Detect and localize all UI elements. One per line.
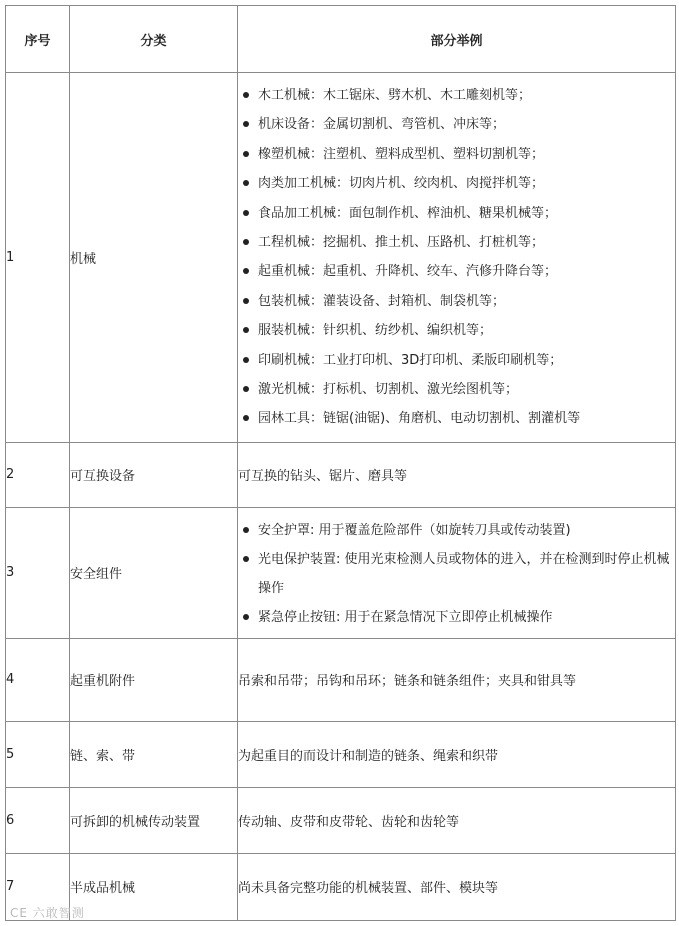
list-item: 橡塑机械：注塑机、塑料成型机、塑料切割机等； [238, 140, 675, 169]
header-examples: 部分举例 [238, 6, 676, 73]
row-category: 起重机附件 [70, 638, 238, 721]
example-list [238, 508, 675, 638]
row-no: 4 [6, 638, 70, 721]
table-row [6, 853, 676, 920]
list-item: 安全护罩: 用于覆盖危险部件（如旋转刀具或传动装置) [238, 516, 675, 545]
list-item: 光电保护装置: 使用光束检测人员或物体的进入，并在检测到时停止机械操作 [238, 545, 675, 603]
list-item: 木工机械：木工锯床、劈木机、木工雕刻机等； [238, 81, 675, 110]
row-examples: 传动轴、皮带和皮带轮、齿轮和齿轮等 [238, 787, 676, 853]
example-list [238, 73, 675, 442]
list-item: 机床设备：金属切割机、弯管机、冲床等； [238, 110, 675, 139]
row-examples: 可互换的钻头、锯片、磨具等 [238, 442, 676, 507]
list-item: 园林工具：链锯(油锯)、角磨机、电动切割机、割灌机等 [238, 404, 675, 433]
table-row [6, 73, 676, 443]
row-category: 可拆卸的机械传动装置 [70, 787, 238, 853]
row-category: 链、索、带 [70, 721, 238, 787]
header-no: 序号 [6, 6, 70, 73]
row-no: 7 [6, 853, 70, 920]
row-examples: 尚未具备完整功能的机械装置、部件、模块等 [238, 853, 676, 920]
list-item: 肉类加工机械：切肉片机、绞肉机、肉搅拌机等； [238, 169, 675, 198]
row-examples [238, 507, 676, 638]
table-row [6, 442, 676, 507]
list-item: 食品加工机械：面包制作机、榨油机、糖果机械等； [238, 199, 675, 228]
list-item: 紧急停止按钮: 用于在紧急情况下立即停止机械操作 [238, 603, 675, 632]
watermark: CE 六敢智测 [10, 906, 85, 920]
row-category: 机械 [70, 73, 238, 443]
list-item: 包装机械：灌装设备、封箱机、制袋机等； [238, 287, 675, 316]
row-category: 可互换设备 [70, 442, 238, 507]
row-no: 1 [6, 73, 70, 443]
table-row [6, 507, 676, 638]
header-category: 分类 [70, 6, 238, 73]
row-category: 半成品机械 [70, 853, 238, 920]
table-row [6, 787, 676, 853]
row-no: 6 [6, 787, 70, 853]
list-item: 印刷机械：工业打印机、3D打印机、柔版印刷机等； [238, 346, 675, 375]
row-examples: 为起重目的而设计和制造的链条、绳索和织带 [238, 721, 676, 787]
row-no: 2 [6, 442, 70, 507]
list-item: 起重机械：起重机、升降机、绞车、汽修升降台等； [238, 257, 675, 286]
table-row [6, 721, 676, 787]
list-item: 服装机械：针织机、纺纱机、编织机等； [238, 316, 675, 345]
table-row [6, 638, 676, 721]
classification-table [5, 5, 676, 921]
row-no: 3 [6, 507, 70, 638]
list-item: 激光机械：打标机、切割机、激光绘图机等； [238, 375, 675, 404]
row-examples: 吊索和吊带；吊钩和吊环；链条和链条组件；夹具和钳具等 [238, 638, 676, 721]
row-examples [238, 73, 676, 443]
header-row [6, 6, 676, 73]
list-item: 工程机械：挖掘机、推土机、压路机、打桩机等； [238, 228, 675, 257]
row-no: 5 [6, 721, 70, 787]
row-category: 安全组件 [70, 507, 238, 638]
